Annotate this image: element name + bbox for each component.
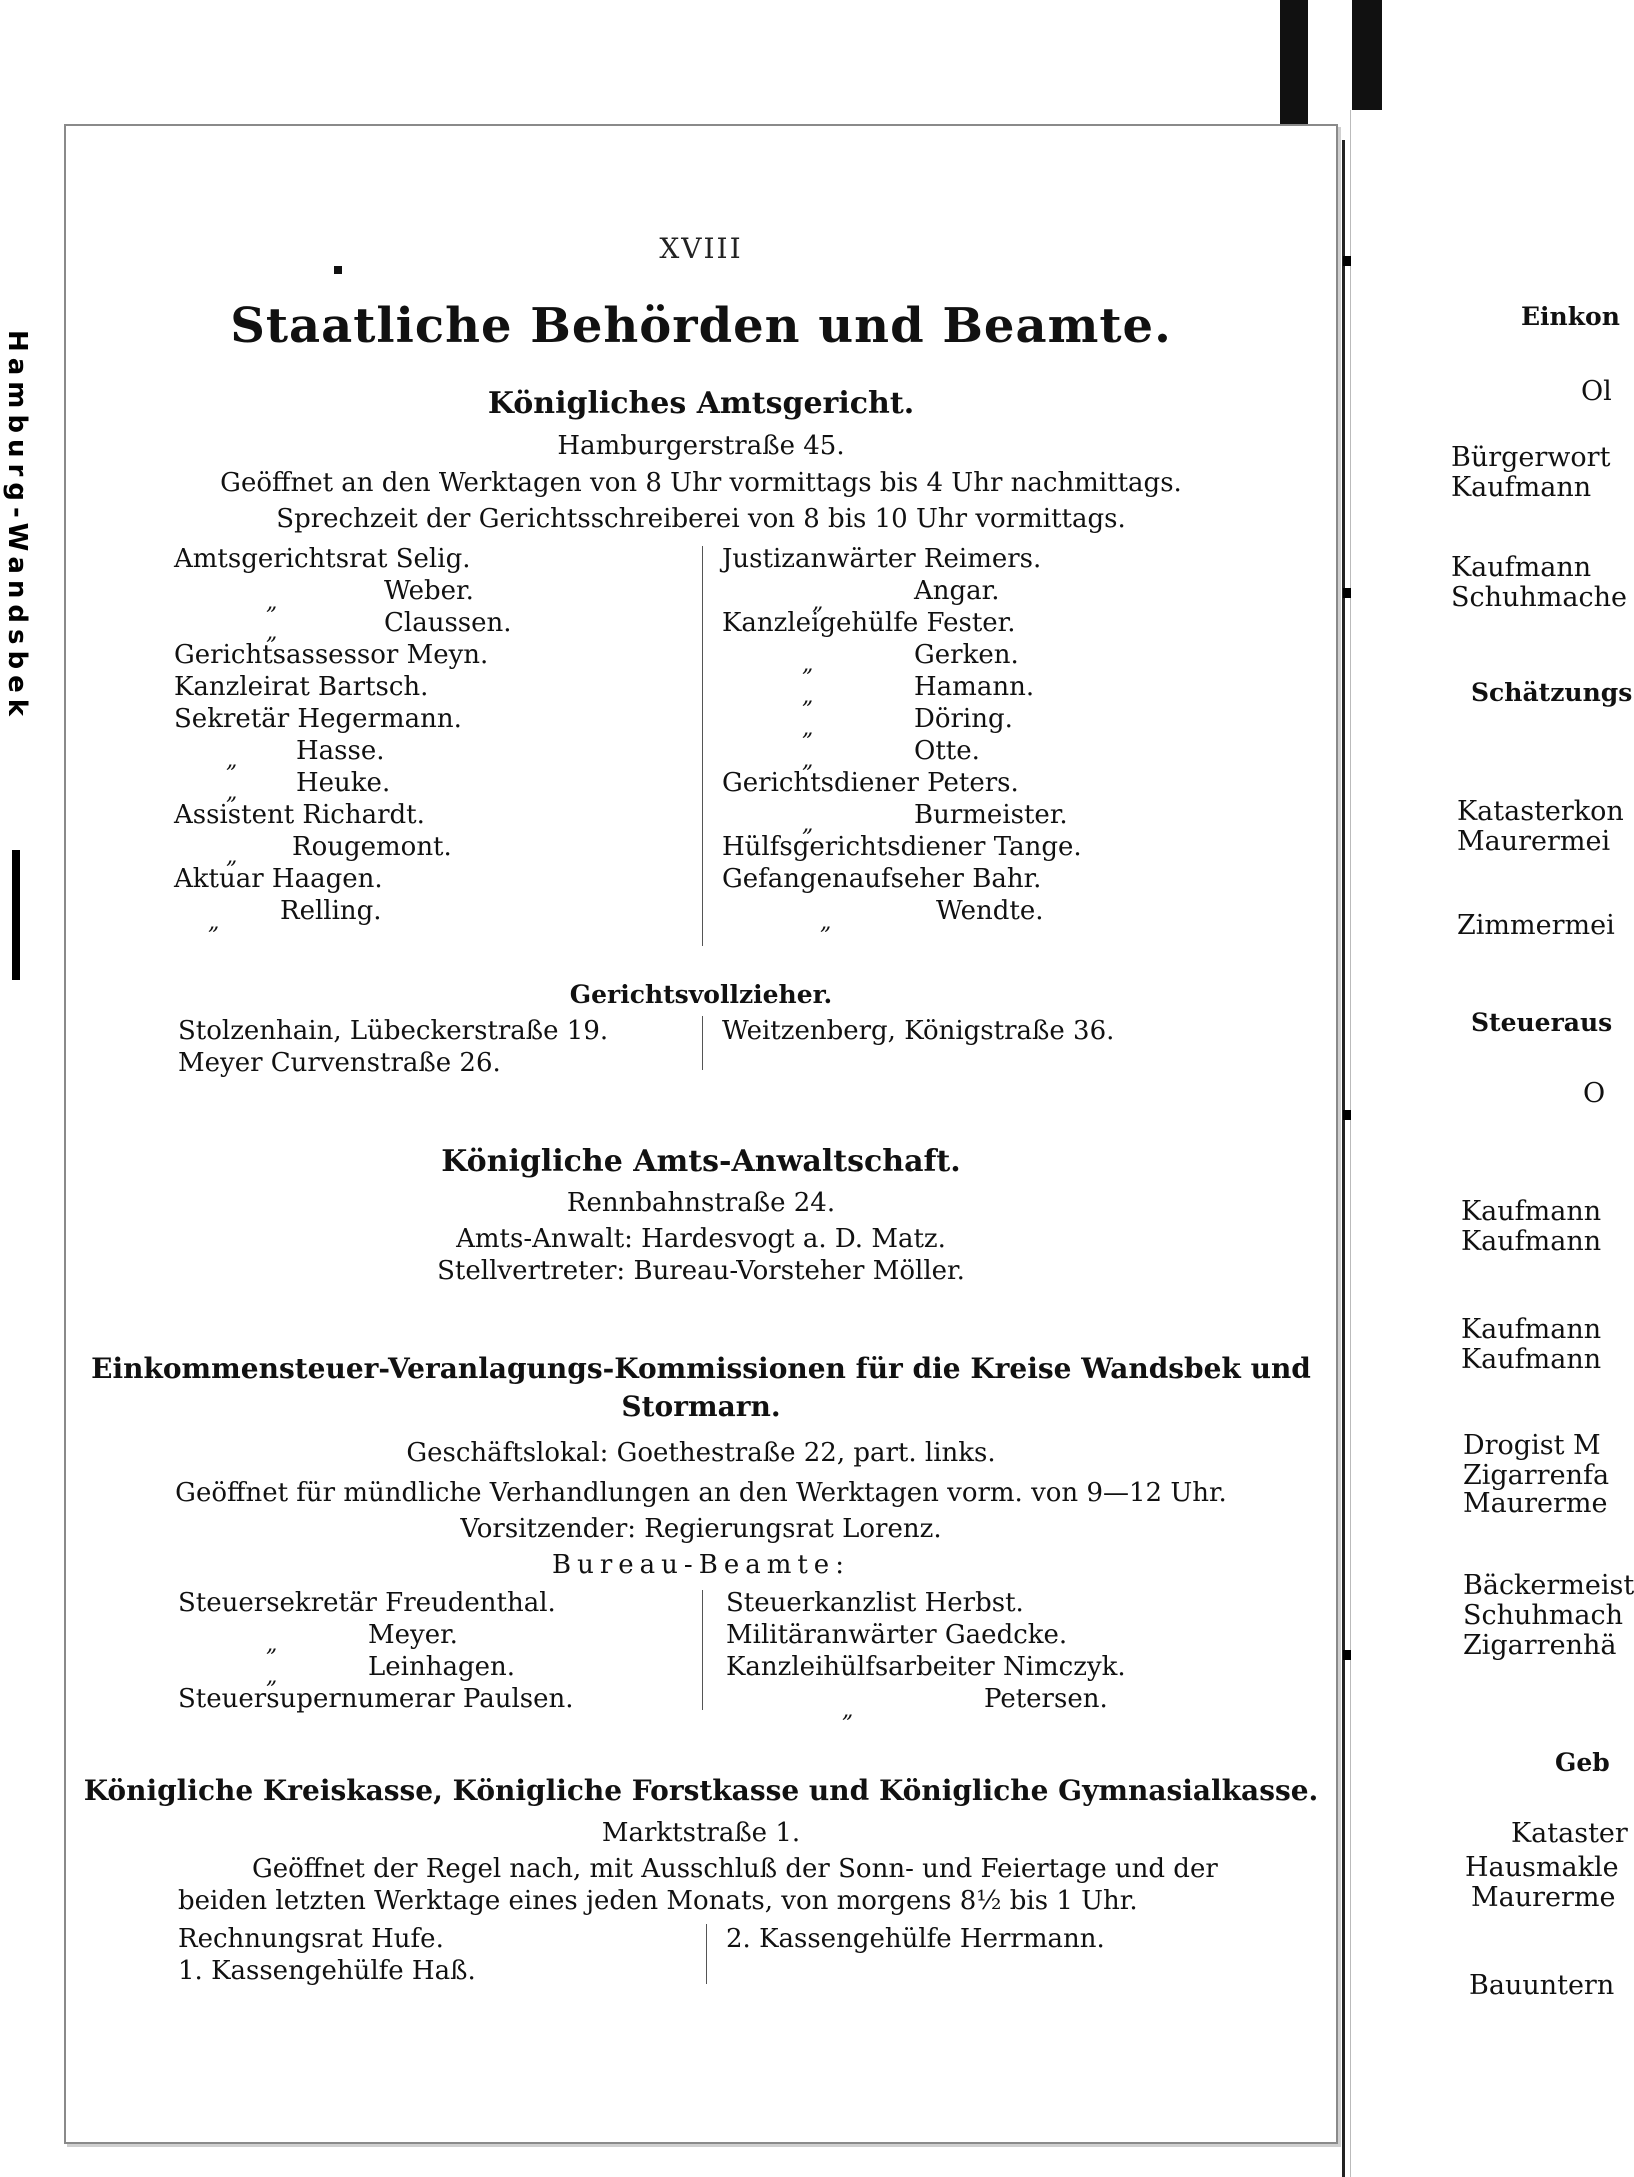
facing-page-line: Zimmermei — [1457, 910, 1615, 941]
facing-page-line: Bürgerwort — [1451, 442, 1611, 473]
amtsanwaltschaft-line: Stellvertreter: Bureau-Vorsteher Möller. — [437, 1256, 965, 1286]
amtsanwaltschaft-heading: Königliche Amts-Anwaltschaft. — [441, 1144, 961, 1179]
edge-text: Hamburg-Wandsbek — [2, 330, 32, 723]
ditto-mark: „ — [226, 780, 238, 805]
facing-page-line: Kaufmann — [1461, 1226, 1602, 1257]
amtsgericht-right-entry: Hülfsgerichtsdiener Tange. — [722, 832, 1082, 862]
amtsgericht-right-entry: Gerichtsdiener Peters. — [722, 768, 1019, 798]
facing-page-line: Zigarrenfa — [1463, 1460, 1610, 1491]
amtsgericht-left-entry: Relling. — [280, 896, 382, 926]
amtsgericht-left-entry: Rougemont. — [292, 832, 452, 862]
facing-page-line: Kaufmann — [1461, 1314, 1602, 1345]
gerichtsvollzieher-entry: Weitzenberg, Königstraße 36. — [722, 1016, 1115, 1046]
facing-page-line: Bäckermeist — [1463, 1570, 1634, 1601]
einkommensteuer-right-entry: Kanzleihülfsarbeiter Nimczyk. — [726, 1652, 1126, 1682]
spine-mark — [1343, 1110, 1351, 1120]
facing-page-line: Maurermei — [1457, 826, 1611, 857]
column-divider — [706, 1924, 707, 1984]
book-spine — [1342, 140, 1345, 2177]
facing-page-line: Kaufmann — [1451, 472, 1592, 503]
facing-page-line: Geb — [1555, 1748, 1610, 1777]
amtsgericht-right-entry: Burmeister. — [914, 800, 1068, 830]
einkommensteuer-heading-cont: Stormarn. — [621, 1390, 781, 1423]
facing-page-line: Maurerme — [1463, 1488, 1608, 1519]
amtsgericht-left-entry: Weber. — [384, 576, 474, 606]
einkommensteuer-left-entry: Steuersekretär Freudenthal. — [178, 1588, 556, 1618]
gerichtsvollzieher-heading: Gerichtsvollzieher. — [569, 980, 833, 1009]
amtsgericht-left-entry: Aktuar Haagen. — [174, 864, 383, 894]
amtsgericht-left-entry: Kanzleirat Bartsch. — [174, 672, 429, 702]
kassen-address: Marktstraße 1. — [601, 1818, 801, 1848]
ditto-mark: „ — [266, 1664, 278, 1689]
spine-mark — [1343, 588, 1351, 598]
facing-page-line: Ol — [1581, 376, 1612, 407]
amtsgericht-left-entry: Assistent Richardt. — [174, 800, 425, 830]
gerichtsvollzieher-entry: Meyer Curvenstraße 26. — [178, 1048, 501, 1078]
amtsgericht-left-entry: Hasse. — [296, 736, 385, 766]
amtsgericht-left-entry: Claussen. — [384, 608, 512, 638]
ditto-mark: „ — [802, 652, 814, 677]
facing-page — [1350, 110, 1634, 2177]
amtsgericht-right-entry: Justizanwärter Reimers. — [722, 544, 1042, 574]
amtsgericht-left-entry: Amtsgerichtsrat Selig. — [174, 544, 471, 574]
facing-page-line: Schätzungs — [1471, 678, 1633, 707]
amtsgericht-hours: Geöffnet an den Werktagen von 8 Uhr vormittags bis 4 Uhr nachmittags. — [220, 468, 1182, 498]
facing-page-line: O — [1583, 1078, 1606, 1109]
facing-page-line: Schuhmache — [1451, 582, 1627, 613]
column-divider — [702, 1590, 703, 1710]
kassen-heading: Königliche Kreiskasse, Königliche Forstkasse und Königliche Gymnasialkasse. — [83, 1774, 1319, 1807]
ditto-mark: „ — [820, 910, 832, 935]
kassen-right-entry: 2. Kassengehülfe Herrmann. — [726, 1924, 1105, 1954]
amtsgericht-left-entry: Gerichtsassessor Meyn. — [174, 640, 489, 670]
einkommensteuer-office: Geschäftslokal: Goethestraße 22, part. links. — [406, 1438, 996, 1468]
amtsgericht-right-entry: Kanzleigehülfe Fester. — [722, 608, 1016, 638]
ditto-mark: „ — [266, 620, 278, 645]
einkommensteuer-right-entry: Militäranwärter Gaedcke. — [726, 1620, 1068, 1650]
facing-page-line: Kaufmann — [1461, 1344, 1602, 1375]
page-title: Staatliche Behörden und Beamte. — [230, 298, 1172, 354]
kassen-hours-cont: beiden letzten Werktage eines jeden Monats, von morgens 8½ bis 1 Uhr. — [178, 1886, 1138, 1916]
amtsgericht-right-entry: Hamann. — [914, 672, 1035, 702]
einkommensteuer-right-entry: Petersen. — [984, 1684, 1108, 1714]
ditto-mark: „ — [812, 590, 824, 615]
left-edge-strip — [0, 0, 40, 2177]
ditto-mark: „ — [842, 1698, 854, 1723]
facing-page-line: Steueraus — [1471, 1008, 1613, 1037]
amtsgericht-right-entry: Gerken. — [914, 640, 1019, 670]
facing-page-line: Drogist M — [1463, 1430, 1601, 1461]
kassen-left-entry: Rechnungsrat Hufe. — [178, 1924, 444, 1954]
amtsgericht-heading: Königliches Amtsgericht. — [487, 386, 915, 421]
ditto-mark: „ — [802, 748, 814, 773]
ditto-mark: „ — [208, 910, 220, 935]
facing-page-line: Einkon — [1521, 302, 1620, 331]
kassen-hours: Geöffnet der Regel nach, mit Ausschluß der Sonn- und Feiertage und der — [252, 1854, 1218, 1884]
einkommensteuer-left-entry: Meyer. — [368, 1620, 458, 1650]
document-page — [64, 124, 1338, 2144]
margin-mark — [334, 266, 342, 274]
einkommensteuer-right-entry: Steuerkanzlist Herbst. — [726, 1588, 1024, 1618]
einkommensteuer-staff-heading: Bureau-Beamte: — [552, 1550, 850, 1580]
facing-page-line: Hausmakle — [1465, 1852, 1619, 1883]
column-divider — [702, 546, 703, 946]
facing-page-line: Katasterkon — [1457, 796, 1624, 827]
amtsgericht-right-entry: Gefangenaufseher Bahr. — [722, 864, 1042, 894]
binding-tape-left — [1280, 0, 1308, 140]
amtsgericht-office-hours: Sprechzeit der Gerichtsschreiberei von 8 bis 10 Uhr vormittags. — [276, 504, 1126, 534]
facing-page-line: Maurerme — [1471, 1882, 1616, 1913]
einkommensteuer-left-entry: Leinhagen. — [368, 1652, 515, 1682]
ditto-mark: „ — [802, 684, 814, 709]
column-divider — [702, 1016, 703, 1070]
amtsgericht-left-entry: Sekretär Hegermann. — [174, 704, 462, 734]
amtsgericht-left-entry: Heuke. — [296, 768, 391, 798]
ditto-mark: „ — [802, 716, 814, 741]
spine-mark — [1343, 256, 1351, 266]
amtsgericht-right-entry: Angar. — [914, 576, 1000, 606]
ditto-mark: „ — [226, 748, 238, 773]
facing-page-line: Zigarrenhä — [1463, 1630, 1617, 1661]
amtsgericht-right-entry: Wendte. — [936, 896, 1044, 926]
ditto-mark: „ — [266, 590, 278, 615]
edge-bar — [12, 850, 20, 980]
gerichtsvollzieher-entry: Stolzenhain, Lübeckerstraße 19. — [178, 1016, 609, 1046]
ditto-mark: „ — [802, 812, 814, 837]
facing-page-line: Kataster — [1511, 1818, 1628, 1849]
facing-page-line: Bauuntern — [1469, 1970, 1615, 2001]
ditto-mark: „ — [226, 844, 238, 869]
amtsgericht-right-entry: Otte. — [914, 736, 980, 766]
amtsgericht-right-entry: Döring. — [914, 704, 1013, 734]
facing-page-line: Kaufmann — [1461, 1196, 1602, 1227]
kassen-left-entry: 1. Kassengehülfe Haß. — [178, 1956, 476, 1986]
ditto-mark: „ — [266, 1632, 278, 1657]
facing-page-line: Schuhmach — [1463, 1600, 1623, 1631]
einkommensteuer-hours: Geöffnet für mündliche Verhandlungen an den Werktagen vorm. von 9—12 Uhr. — [175, 1478, 1227, 1508]
einkommensteuer-chair: Vorsitzender: Regierungsrat Lorenz. — [460, 1514, 942, 1544]
amtsgericht-address: Hamburgerstraße 45. — [557, 431, 845, 461]
spine-mark — [1343, 1650, 1351, 1660]
facing-page-line: Kaufmann — [1451, 552, 1592, 583]
amtsanwaltschaft-address: Rennbahnstraße 24. — [566, 1188, 836, 1218]
einkommensteuer-left-entry: Steuersupernumerar Paulsen. — [178, 1684, 574, 1714]
einkommensteuer-heading: Einkommensteuer-Veranlagungs-Kommissionen für die Kreise Wandsbek und — [91, 1352, 1311, 1385]
page-number: XVIII — [659, 232, 743, 265]
amtsanwaltschaft-line: Amts-Anwalt: Hardesvogt a. D. Matz. — [456, 1224, 946, 1254]
